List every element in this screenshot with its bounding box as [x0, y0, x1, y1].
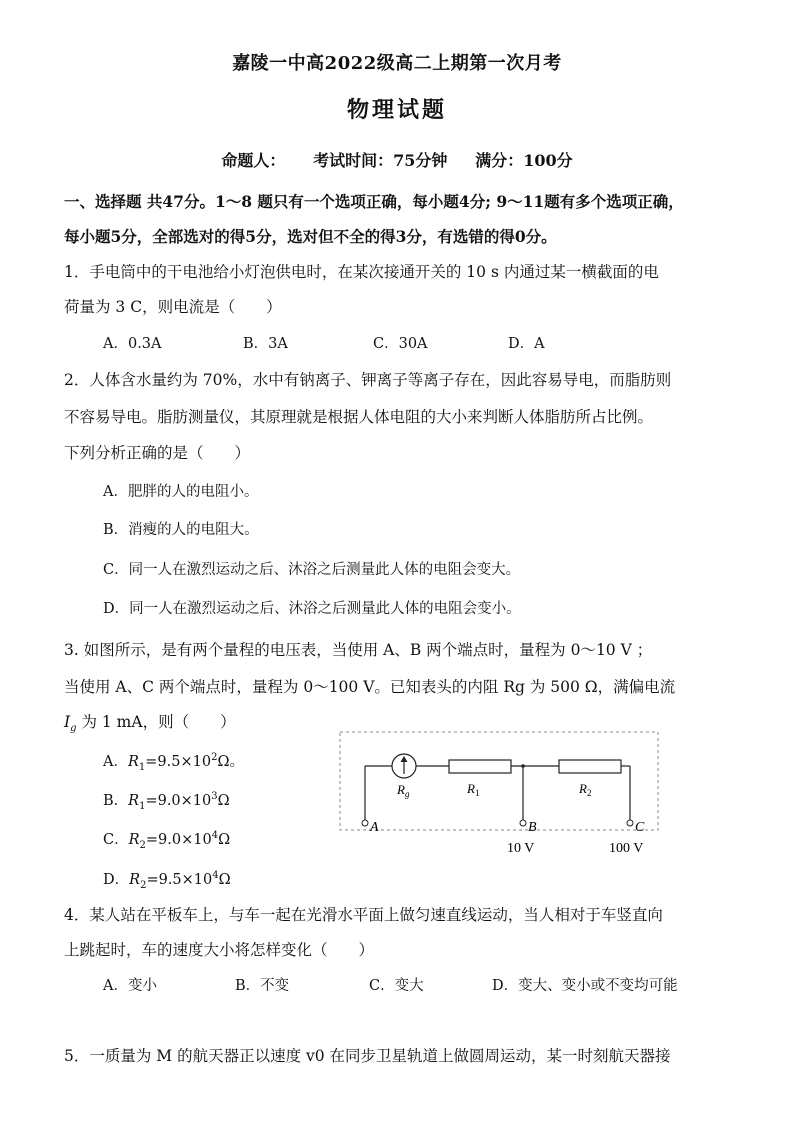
question-1-option-d: D．A: [508, 336, 545, 352]
question-4-option-a: A．变小: [103, 978, 157, 994]
resistor-r1: [449, 760, 511, 773]
section-instructions-line-2: 每小题5分，全部选对的得5分，选对但不全的得3分，有选错的得0分。: [64, 227, 557, 246]
label-rg: $R_g$: [397, 782, 410, 799]
terminal-a: [362, 820, 368, 826]
question-3-option-c: C．$R_2=9.0\times 10^4\Omega$: [103, 830, 231, 851]
question-4-line-2: 上跳起时，车的速度大小将怎样变化（ ）: [64, 941, 375, 959]
exam-meta: 命题人： 考试时间：75分钟 满分：100分: [221, 151, 573, 170]
label-range-10v: 10 V: [507, 841, 535, 856]
question-4-option-c: C．变大: [369, 978, 424, 994]
question-1-option-a: A．0.3A: [103, 336, 162, 352]
question-3-option-b: B．$R_1=9.0\times 10^3\Omega$: [103, 791, 230, 812]
current-symbol: I: [64, 713, 71, 731]
terminal-c: [627, 820, 633, 826]
current-subscript: g: [70, 723, 77, 735]
section-instructions-line-1: 一、选择题 共47分。1～8 题只有一个选项正确，每小题4分; 9～11题有多个选项正确，: [64, 192, 684, 211]
question-1-line-2: 荷量为 3 C，则电流是（ ）: [64, 298, 282, 316]
question-1-line-1: 1．手电筒中的干电池给小灯泡供电时，在某次接通开关的 10 s 内通过某一横截面的电: [64, 263, 659, 281]
question-3-option-d: D．$R_2=9.5\times 10^4\Omega$: [103, 870, 231, 891]
question-2-line-2: 不容易导电。脂肪测量仪，其原理就是根据人体电阻的大小来判断人体脂肪所占比例。: [64, 408, 654, 426]
question-5-line-1: 5．一质量为 M 的航天器正以速度 v0 在同步卫星轨道上做圆周运动，某一时刻航天器接: [64, 1047, 671, 1065]
question-4-option-b: B．不变: [235, 978, 290, 994]
label-terminal-b: B: [528, 820, 537, 835]
diagram-dashed-border: [340, 732, 658, 830]
question-2-line-1: 2．人体含水量约为 70%，水中有钠离子、钾离子等离子存在，因此容易导电，而脂肪则: [64, 371, 672, 389]
question-3-line-1: 3. 如图所示，是有两个量程的电压表，当使用 A、B 两个端点时，量程为 0～10 V ；: [64, 641, 653, 659]
terminal-b: [520, 820, 526, 826]
label-range-100v: 100 V: [609, 841, 644, 856]
question-3-option-a: A．$R_1=9.5\times 10^2\Omega$。: [103, 752, 244, 773]
question-4-option-d: D．变大、变小或不变均可能: [492, 978, 678, 994]
question-2-option-d: D．同一人在激烈运动之后、沐浴之后测量此人体的电阻会变小。: [103, 601, 521, 617]
label-r1: $R_1$: [467, 781, 480, 798]
resistor-r2: [559, 760, 621, 773]
label-terminal-a: A: [370, 820, 379, 835]
question-1-option-b: B．3A: [243, 336, 288, 352]
label-r2: $R_2$: [579, 781, 592, 798]
question-2-line-3: 下列分析正确的是（ ）: [64, 444, 251, 462]
label-terminal-c: C: [635, 820, 645, 835]
question-3-line-2: 当使用 A、C 两个端点时，量程为 0～100 V。已知表头的内阻 Rg 为 500 Ω，满偏电流: [64, 678, 676, 696]
exam-title: 嘉陵一中高2022级高二上期第一次月考: [232, 53, 562, 74]
question-3-line-3-text: 为 1 mA，则（ ）: [76, 713, 236, 731]
voltmeter-circuit-diagram: [335, 728, 665, 860]
question-2-option-c: C．同一人在激烈运动之后、沐浴之后测量此人体的电阻会变大。: [103, 562, 521, 578]
question-2-option-a: A．肥胖的人的电阻小。: [103, 484, 259, 500]
question-4-line-1: 4．某人站在平板车上，与车一起在光滑水平面上做匀速直线运动，当人相对于车竖直向: [64, 906, 663, 924]
question-2-option-b: B．消瘦的人的电阻大。: [103, 522, 259, 538]
subject-title: 物理试题: [346, 97, 447, 123]
question-1-option-c: C．30A: [373, 336, 428, 352]
